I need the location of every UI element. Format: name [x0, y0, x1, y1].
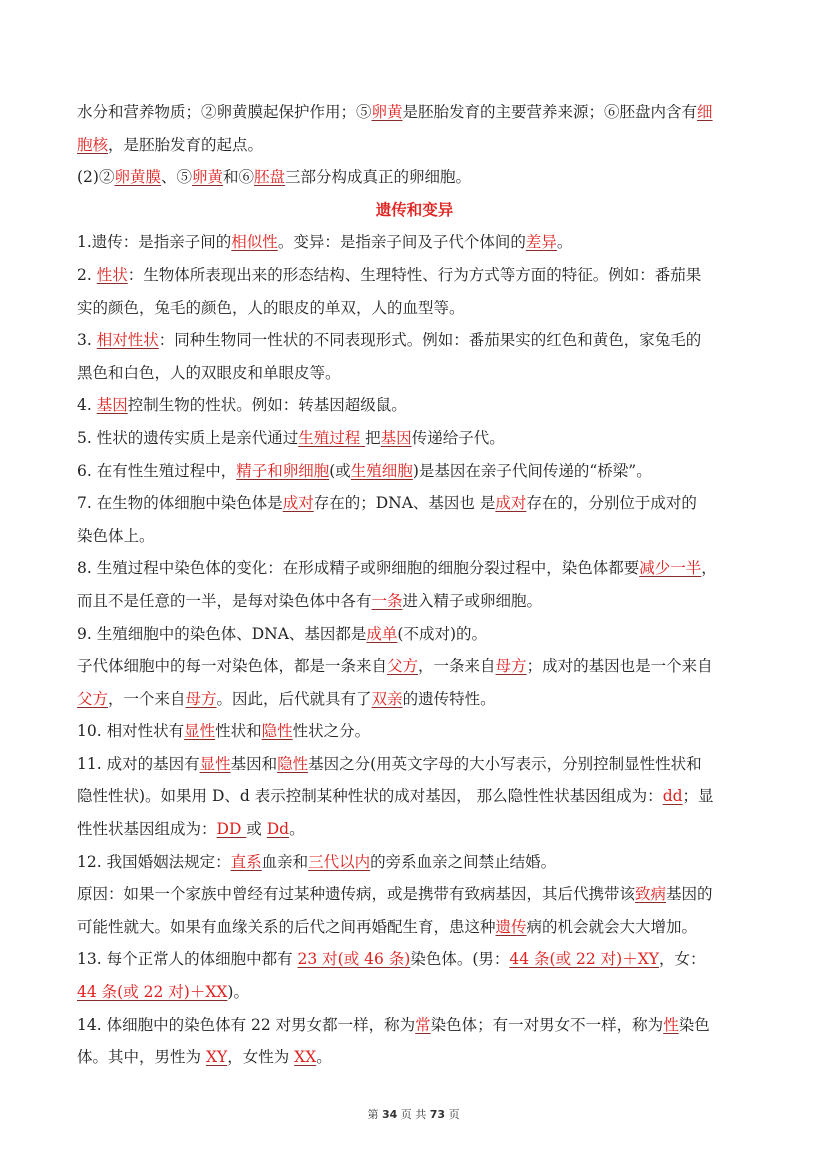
text-segment: 的旁系血亲之间禁止结婚。: [370, 852, 557, 871]
answer-blank: 成单: [366, 624, 398, 643]
answer-blank: 卵黄: [192, 168, 224, 187]
answer-blank: 遗传: [495, 917, 527, 936]
current-page: 34: [381, 1108, 398, 1121]
text-line: [77, 1009, 752, 1042]
text-segment: 和⑥: [223, 168, 255, 187]
text-segment: 性性状基因组成为：: [77, 820, 217, 839]
text-line: [77, 585, 752, 618]
answer-blank: 显性: [184, 722, 216, 741]
text-line: [77, 487, 752, 520]
text-line: [77, 618, 752, 651]
text-segment: 。: [289, 820, 305, 839]
text-segment: 而且不是任意的一半，是每对染色体中各有: [77, 591, 372, 610]
text-segment: 控制生物的性状。例如：转基因超级鼠。: [127, 396, 407, 415]
answer-blank: 差异: [525, 233, 557, 252]
text-segment: 传递给子代。: [411, 428, 505, 447]
answer-blank: 相对性状: [96, 331, 159, 350]
text-segment: ，女：: [659, 950, 706, 969]
text-line: [77, 226, 752, 259]
text-segment: 染色: [678, 1015, 710, 1034]
text-segment: 染色体；有一对男女不一样，称为: [430, 1015, 664, 1034]
answer-blank: dd: [662, 787, 683, 806]
text-segment: 14. 体细胞中的染色体有 22 对男女都一样，称为: [77, 1015, 416, 1034]
answer-blank: 父方: [387, 657, 419, 676]
answer-blank: 卵黄: [371, 103, 403, 121]
answer-blank: 三代以内: [308, 852, 371, 871]
text-segment: 原因：如果一个家族中曾经有过某种遗传病，或是携带有致病基因，其后代携带该: [77, 885, 636, 904]
answer-blank: 常: [415, 1015, 431, 1034]
text-segment: 的遗传特性。: [402, 689, 496, 708]
text-segment: 病的机会就会大大增加。: [526, 917, 698, 936]
answer-blank: 减少一半: [639, 559, 702, 578]
answer-blank: 胚盘: [254, 168, 286, 187]
text-line: [77, 748, 752, 781]
answer-blank: 显性: [199, 754, 231, 773]
text-segment: ；显: [682, 787, 714, 806]
text-segment: 染色体。(男：: [410, 950, 510, 969]
answer-blank: XY: [205, 1048, 228, 1067]
text-segment: 基因之分(用英文字母的大小写表示，分别控制显性性状和: [308, 754, 702, 773]
text-segment: ，是胚胎发育的起点。: [108, 135, 264, 154]
text-segment: 性状和: [215, 722, 262, 741]
answer-blank: 直系: [230, 852, 262, 871]
text-segment: 基因的: [666, 885, 713, 904]
text-line: [77, 520, 752, 553]
text-segment: 实的颜色，兔毛的颜色，人的眼皮的单双，人的血型等。: [77, 298, 465, 317]
answer-blank: 胞核: [77, 135, 109, 154]
text-line: [77, 911, 752, 944]
text-line: [77, 324, 752, 357]
footer-post: 页: [448, 1108, 460, 1121]
text-segment: 1.遗传：是指亲子间的: [77, 233, 232, 252]
text-segment: 5. 性状的遗传实质上是亲代通过: [77, 428, 299, 447]
text-line: [77, 846, 752, 879]
text-segment: 三部分构成真正的卵细胞。: [285, 168, 472, 187]
text-segment: 存在的，分别位于成对的: [526, 494, 697, 513]
answer-blank: 生殖细胞: [350, 461, 413, 480]
text-line: [77, 780, 752, 813]
text-line: [77, 422, 752, 455]
text-segment: 遗传和变异: [375, 199, 454, 219]
text-segment: ，一个来自: [108, 689, 186, 708]
answer-blank: 性状: [96, 265, 128, 284]
answer-blank: XX: [294, 1048, 317, 1067]
text-line: [77, 715, 752, 748]
text-segment: (2)②: [77, 168, 115, 187]
text-line: [77, 259, 752, 292]
document-body: [77, 96, 752, 1074]
text-segment: 7. 在生物的体细胞中染色体是: [77, 494, 283, 513]
answer-blank: 一条: [371, 591, 403, 610]
text-segment: 子代体细胞中的每一对染色体，都是一条来自: [77, 657, 388, 676]
text-segment: 4.: [77, 396, 97, 415]
section-title: [77, 194, 752, 227]
text-segment: (或: [329, 461, 351, 480]
text-segment: ，: [701, 559, 717, 578]
text-segment: ；成对的基因也是一个来自: [526, 657, 713, 676]
text-segment: 3.: [77, 331, 97, 350]
text-segment: 2.: [77, 265, 97, 284]
text-segment: 性状之分。: [292, 722, 371, 741]
total-pages: 73: [429, 1108, 446, 1121]
text-segment: 9. 生殖细胞中的染色体、DNA、基因都是: [77, 624, 367, 643]
answer-blank: 性: [663, 1015, 679, 1034]
text-segment: 可能性就大。如果有血缘关系的后代之间再婚配生育，患这种: [77, 917, 496, 936]
page-number: [0, 1106, 827, 1122]
text-segment: 11. 成对的基因有: [77, 754, 200, 773]
text-line: [77, 650, 752, 683]
text-segment: 。变异：是指亲子间及子代个体间的: [277, 233, 526, 252]
answer-blank: 生殖过程: [298, 428, 366, 447]
text-segment: 染色体上。: [77, 526, 155, 545]
answer-blank: 母方: [495, 657, 527, 676]
text-segment: 。因此，后代就具有了: [216, 689, 372, 708]
footer-mid: 页 共: [400, 1108, 427, 1121]
text-line: [77, 96, 752, 129]
text-segment: 。: [316, 1048, 332, 1067]
answer-blank: DD: [216, 820, 247, 839]
answer-blank: 隐性: [261, 722, 293, 741]
text-segment: 是胚胎发育的主要营养来源；⑥胚盘内含有: [402, 103, 698, 121]
answer-blank: 成对: [495, 494, 527, 513]
answer-blank: 致病: [635, 885, 667, 904]
footer-pre: 第: [367, 1108, 379, 1121]
text-segment: 水分和营养物质；②卵黄膜起保护作用；⑤: [77, 103, 372, 121]
answer-blank: 母方: [185, 689, 217, 708]
text-line: [77, 552, 752, 585]
text-line: [77, 1041, 752, 1074]
answer-blank: 44 条(或 22 对)＋XX: [77, 983, 228, 1002]
text-line: [77, 683, 752, 716]
text-segment: 血亲和: [261, 852, 309, 871]
text-segment: 13. 每个正常人的体细胞中都有: [77, 950, 298, 969]
text-segment: )是基因在亲子代间传递的“桥梁”。: [412, 461, 652, 480]
text-segment: 10. 相对性状有: [77, 722, 185, 741]
text-line: [77, 161, 752, 194]
text-segment: ：同种生物同一性状的不同表现形式。例如：番茄果实的红色和黄色，家兔毛的: [158, 331, 702, 350]
answer-blank: 23 对(或 46 条): [297, 950, 411, 969]
text-segment: 体。其中，男性为: [77, 1048, 206, 1067]
answer-blank: 细: [697, 103, 713, 121]
text-line: [77, 943, 752, 976]
text-line: [77, 878, 752, 911]
text-segment: 把: [365, 428, 381, 447]
text-line: [77, 813, 752, 846]
answer-blank: 成对: [282, 494, 314, 513]
answer-blank: 44 条(或 22 对)＋XY: [509, 950, 659, 969]
answer-blank: 基因: [96, 396, 128, 415]
text-segment: 6. 在有性生殖过程中，: [77, 461, 237, 480]
text-segment: 进入精子或卵细胞。: [402, 591, 543, 610]
text-segment: 黑色和白色，人的双眼皮和单眼皮等。: [77, 363, 341, 382]
answer-blank: Dd: [266, 820, 290, 839]
text-segment: ，女性为: [227, 1048, 295, 1067]
text-segment: )。: [227, 983, 249, 1002]
text-line: [77, 389, 752, 422]
text-segment: 、⑤: [160, 168, 192, 187]
text-line: [77, 455, 752, 488]
text-segment: ，一条来自: [418, 657, 496, 676]
text-segment: ：生物体所表现出来的形态结构、生理特性、行为方式等方面的特征。例如：番茄果: [127, 265, 702, 284]
answer-blank: 相似性: [231, 233, 278, 252]
answer-blank: 父方: [77, 689, 109, 708]
text-segment: 或: [246, 820, 267, 839]
answer-blank: 基因: [380, 428, 412, 447]
answer-blank: 隐性: [277, 754, 309, 773]
text-segment: 12. 我国婚姻法规定：: [77, 852, 231, 871]
text-segment: 基因和: [230, 754, 278, 773]
text-segment: 。: [556, 233, 573, 252]
text-segment: (不成对)的。: [397, 624, 488, 643]
text-line: [77, 357, 752, 390]
text-segment: 隐性性状)。如果用 D、d 表示控制某种性状的成对基因， 那么隐性性状基因组成为：: [77, 787, 663, 806]
text-line: [77, 976, 752, 1009]
text-line: [77, 129, 752, 162]
text-segment: 存在的；DNA、基因也 是: [313, 494, 496, 513]
text-line: [77, 292, 752, 325]
text-segment: 8. 生殖过程中染色体的变化：在形成精子或卵细胞的细胞分裂过程中，染色体都要: [77, 559, 640, 578]
answer-blank: 卵黄膜: [114, 168, 161, 187]
answer-blank: 双亲: [371, 689, 403, 708]
answer-blank: 精子和卵细胞: [236, 461, 330, 480]
